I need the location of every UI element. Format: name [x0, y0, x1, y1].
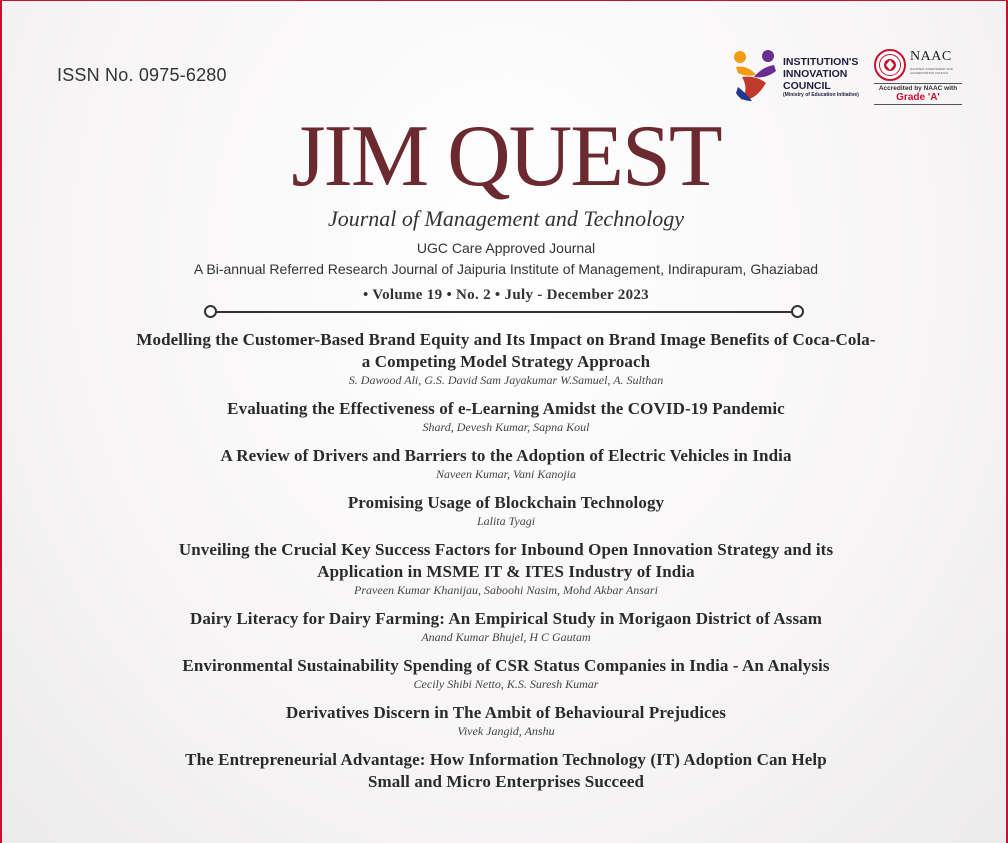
journal-title: JIM QUEST	[291, 108, 721, 205]
divider-dot-right	[791, 305, 804, 318]
divider-rule	[204, 305, 804, 319]
ugc-approval: UGC Care Approved Journal	[416, 240, 596, 256]
article-title: Environmental Sustainability Spending of CSR Status Companies in India - An Analysis	[182, 656, 830, 675]
journal-description: A Bi-annual Referred Research Journal of Jaipuria Institute of Management, Indirapuram, Ghaziabad	[193, 261, 819, 277]
article-title: Promising Usage of Blockchain Technology	[347, 493, 665, 512]
naac-name: NAAC	[910, 49, 952, 64]
article-title: Evaluating the Effectiveness of e-Learning Amidst the COVID-19 Pandemic	[227, 399, 785, 418]
iic-line1: INSTITUTION'S	[783, 56, 859, 68]
article-item	[2, 492, 1008, 529]
iic-text	[783, 56, 859, 99]
iic-figure-icon	[732, 47, 778, 103]
article-authors: Naveen Kumar, Vani Kanojia	[436, 467, 576, 481]
article-list	[2, 329, 1008, 793]
article-authors: Shard, Devesh Kumar, Sapna Koul	[422, 420, 590, 434]
article-item	[2, 608, 1008, 645]
article-authors: Cecily Shibi Netto, K.S. Suresh Kumar	[413, 677, 599, 691]
article-authors: S. Dawood Ali, G.S. David Sam Jayakumar W.Samuel, A. Sulthan	[348, 373, 664, 387]
article-authors: Praveen Kumar Khanijau, Saboohi Nasim, Mohd Akbar Ansari	[354, 583, 658, 597]
article-title: The Entrepreneurial Advantage: How Information Technology (IT) Adoption Can Help Small and Micro Enterprises Succeed	[185, 750, 827, 791]
divider-bar	[211, 311, 797, 313]
naac-divider	[874, 83, 962, 84]
naac-grade: Grade 'A'	[896, 92, 940, 103]
article-title: Modelling the Customer-Based Brand Equity and Its Impact on Brand Image Benefits of Coca-Cola-a Competing Model Strategy Approach	[136, 330, 876, 371]
article-item	[2, 749, 1008, 793]
article-title: A Review of Drivers and Barriers to the Adoption of Electric Vehicles in India	[220, 446, 792, 465]
article-title: Unveiling the Crucial Key Success Factors for Inbound Open Innovation Strategy and its Application in MSME IT & ITES Industry of India	[178, 540, 834, 581]
article-item	[2, 539, 1008, 598]
naac-accredited: Accredited by NAAC with	[878, 85, 958, 92]
article-item	[2, 702, 1008, 739]
iic-line2: INNOVATION	[783, 68, 848, 80]
article-item	[2, 445, 1008, 482]
volume-issue: • Volume 19 • No. 2 • July - December 2023	[363, 287, 649, 303]
iic-logo	[732, 47, 867, 105]
article-item	[2, 329, 1008, 388]
issn-number: ISSN No. 0975-6280	[57, 65, 227, 85]
naac-seal-icon	[874, 49, 906, 81]
naac-divider-bottom	[874, 104, 962, 105]
article-authors: Lalita Tyagi	[476, 514, 536, 528]
article-authors: Vivek Jangid, Anshu	[457, 724, 555, 738]
article-title: Dairy Literacy for Dairy Farming: An Empirical Study in Morigaon District of Assam	[189, 609, 823, 628]
iic-subtext: (Ministry of Education Initiative)	[783, 92, 859, 98]
divider-dot-left	[204, 305, 217, 318]
naac-logo	[872, 47, 964, 103]
iic-line3: COUNCIL	[783, 80, 831, 92]
article-item	[2, 398, 1008, 435]
naac-fullname: NATIONAL ASSESSMENT AND ACCREDITATION COUNCIL	[910, 67, 953, 75]
article-title: Derivatives Discern in The Ambit of Behavioural Prejudices	[285, 703, 727, 722]
article-authors: Anand Kumar Bhujel, H C Gautam	[421, 630, 591, 644]
article-item	[2, 655, 1008, 692]
journal-subtitle: Journal of Management and Technology	[327, 206, 685, 231]
